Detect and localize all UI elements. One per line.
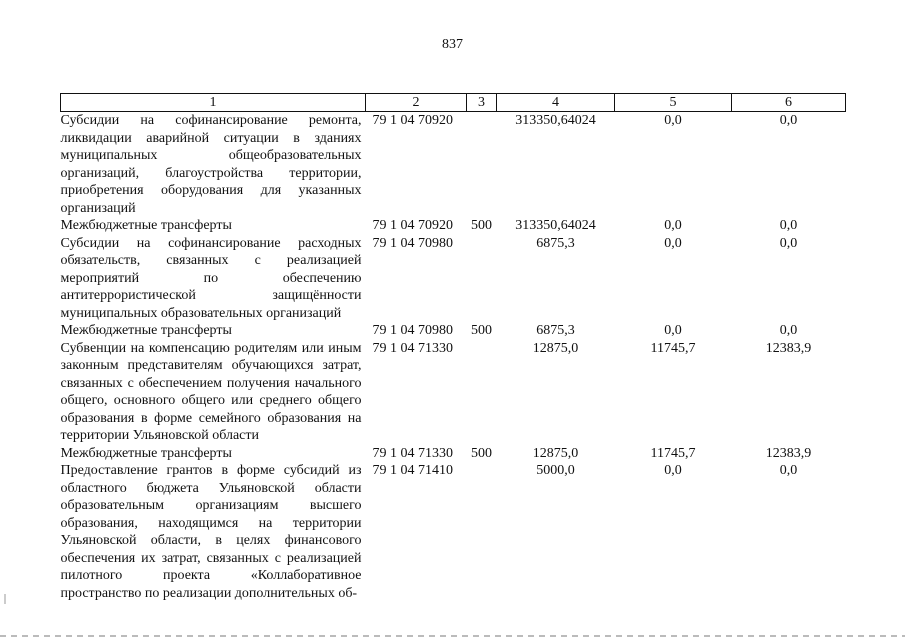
scan-edge — [0, 635, 905, 637]
row-code: 79 1 04 70980 — [372, 323, 453, 338]
row-amount-col6: 0,0 — [779, 235, 798, 251]
table-row — [61, 217, 846, 235]
row-amount-col4: 5000,0 — [536, 463, 575, 478]
row-description: Субсидии на софинансирование расходных обязательств, связанных с реализацией мероприятий по обеспечению антитеррористической защищённости муниципальных образовательных организаций — [60, 235, 362, 321]
row-expense-type: 500 — [471, 218, 492, 233]
table-row — [61, 462, 846, 602]
row-amount-col4: 313350,64024 — [515, 113, 596, 128]
row-expense-type: 500 — [471, 323, 492, 338]
row-amount-col5: 0,0 — [664, 218, 682, 233]
row-expense-type: 500 — [471, 445, 492, 461]
row-expense-type — [467, 340, 497, 445]
row-amount-col6: 0,0 — [779, 218, 798, 233]
row-amount-col4: 6875,3 — [536, 323, 575, 338]
table-row — [61, 340, 846, 445]
column-header-1: 1 — [61, 94, 366, 112]
budget-table — [60, 93, 846, 602]
row-amount-col4: 12875,0 — [532, 340, 579, 356]
row-description: Предоставление грантов в форме субсидий из областного бюджета Ульяновской области образовательным организациям высшего образования, находящимся на территории Ульяновской области, в целях финансового обеспечения их затрат, связанных с реализацией пилотного проекта «Коллаборативное пространство по реализации дополнительных об- — [60, 463, 362, 601]
row-amount-col4: 6875,3 — [536, 235, 575, 251]
row-code: 79 1 04 70980 — [372, 235, 453, 251]
table-row — [61, 445, 846, 463]
scan-mark — [4, 594, 6, 604]
row-description: Межбюджетные трансферты — [60, 218, 232, 233]
row-expense-type — [467, 235, 497, 323]
row-amount-col6: 0,0 — [779, 113, 798, 128]
row-amount-col6: 0,0 — [779, 463, 798, 478]
row-amount-col5: 0,0 — [664, 235, 682, 251]
table-row — [61, 235, 846, 323]
row-amount-col5: 0,0 — [664, 323, 682, 338]
row-expense-type — [467, 112, 497, 218]
column-header-6: 6 — [732, 94, 846, 112]
row-code: 79 1 04 71330 — [372, 445, 453, 461]
header-row — [61, 94, 846, 112]
row-amount-col6: 0,0 — [779, 323, 798, 338]
page-number: 837 — [442, 37, 463, 52]
row-amount-col5: 0,0 — [664, 463, 682, 478]
column-header-3: 3 — [467, 94, 497, 112]
row-description: Межбюджетные трансферты — [60, 445, 232, 461]
row-amount-col4: 12875,0 — [532, 445, 579, 461]
row-description: Субвенции на компенсацию родителям или иным законным представителям обучающихся затрат, связанных с обеспечением получения начального общего, основного общего или среднего общего образования в форме семейного образования на территории Ульяновской области — [60, 340, 362, 443]
table-row — [61, 322, 846, 340]
row-amount-col5: 11745,7 — [650, 445, 696, 461]
row-description: Субсидии на софинансирование ремонта, ликвидации аварийной ситуации в зданиях муниципальных общеобразовательных организаций, благоустройства территории, приобретения оборудования для указанных организаций — [60, 113, 362, 216]
row-expense-type — [467, 462, 497, 602]
column-header-2: 2 — [366, 94, 467, 112]
row-code: 79 1 04 70920 — [372, 113, 453, 128]
row-amount-col6: 12383,9 — [765, 340, 812, 356]
row-amount-col5: 0,0 — [664, 113, 682, 128]
row-amount-col6: 12383,9 — [765, 445, 812, 461]
row-amount-col5: 11745,7 — [650, 340, 696, 356]
row-code: 79 1 04 71330 — [372, 340, 453, 356]
table-row — [61, 112, 846, 218]
row-amount-col4: 313350,64024 — [515, 218, 596, 233]
row-code: 79 1 04 71410 — [372, 463, 453, 478]
row-code: 79 1 04 70920 — [372, 218, 453, 233]
row-description: Межбюджетные трансферты — [60, 323, 232, 338]
column-header-5: 5 — [615, 94, 732, 112]
column-header-4: 4 — [497, 94, 615, 112]
